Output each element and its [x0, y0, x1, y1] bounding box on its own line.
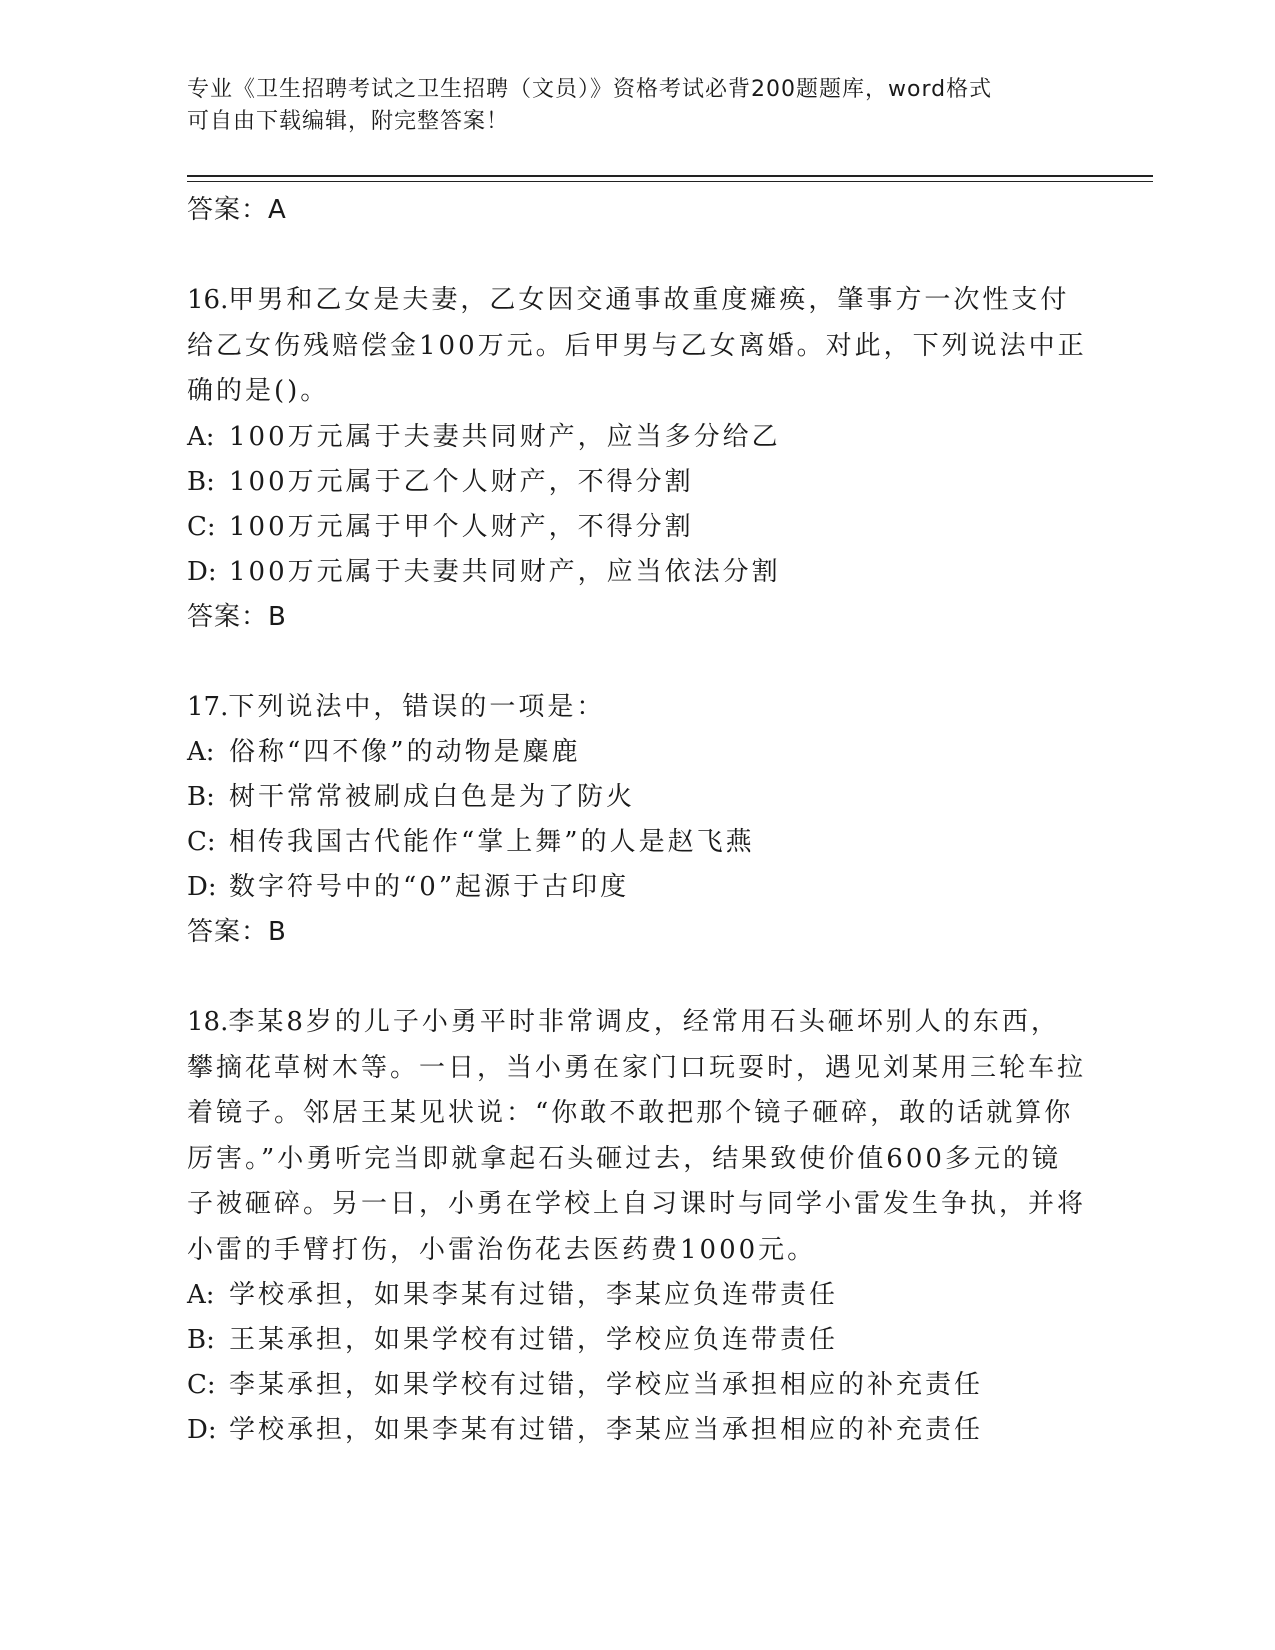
question-number: 18. [187, 1007, 229, 1037]
option-text: 100万元属于甲个人财产，不得分割 [229, 511, 694, 542]
option-text: 学校承担，如果李某有过错，李某应当承担相应的补充责任 [229, 1415, 984, 1445]
option-letter: B: [187, 1325, 215, 1355]
option-letter: D: [187, 1415, 217, 1445]
option-c [187, 505, 1087, 550]
header-rule-thick [187, 175, 1153, 177]
option-text: 俗称“四不像”的动物是麋鹿 [229, 737, 581, 767]
question-block [187, 1000, 1087, 1453]
question-number: 16. [187, 285, 229, 315]
option-letter: B: [187, 466, 215, 497]
option-letter: C: [187, 1370, 216, 1400]
option-letter: A: [187, 737, 215, 767]
option-text: 100万元属于夫妻共同财产，应当多分给乙 [229, 421, 781, 452]
option-letter: B: [187, 782, 215, 812]
option-d [187, 1408, 1087, 1453]
question-text: 下列说法中，错误的一项是： [228, 691, 606, 722]
option-text: 相传我国古代能作“掌上舞”的人是赵飞燕 [229, 827, 755, 857]
option-b [187, 460, 1087, 505]
option-b [187, 1318, 1087, 1363]
option-text: 树干常常被刷成白色是为了防火 [229, 782, 636, 812]
option-d [187, 550, 1087, 595]
option-letter: A: [187, 1280, 215, 1310]
option-b [187, 775, 1087, 820]
option-d [187, 865, 1087, 910]
question-stem [187, 278, 1087, 415]
option-c [187, 1363, 1087, 1408]
question-text: 甲男和乙女是夫妻，乙女因交通事故重度瘫痪，肇事方一次性支付给乙女伤残赔偿金100万元。后甲男与乙女离婚。对此，下列说法中正确的是()。 [187, 285, 1087, 406]
option-letter: D: [187, 556, 217, 587]
question-stem [187, 685, 1087, 731]
option-a [187, 730, 1087, 775]
document-header: 专业《卫生招聘考试之卫生招聘（文员）》资格考试必背200题题库，word格式 可自由下载编辑，附完整答案！ [187, 77, 993, 134]
option-text: 学校承担，如果李某有过错，李某应负连带责任 [229, 1280, 839, 1310]
option-letter: A: [187, 421, 215, 452]
option-text: 王某承担，如果学校有过错，学校应负连带责任 [229, 1325, 839, 1355]
option-a [187, 1273, 1087, 1318]
option-a [187, 415, 1087, 460]
question-content [187, 188, 1087, 1453]
question-number: 17. [187, 691, 229, 722]
option-text: 100万元属于夫妻共同财产，应当依法分割 [229, 556, 781, 587]
question-block [187, 685, 1087, 955]
header-rule-thin [187, 181, 1153, 182]
option-letter: C: [187, 827, 216, 857]
option-text: 数字符号中的“0”起源于古印度 [229, 872, 630, 902]
option-text: 李某承担，如果学校有过错，学校应当承担相应的补充责任 [229, 1370, 984, 1400]
question-text: 李某8岁的儿子小勇平时非常调皮，经常用石头砸坏别人的东西，攀摘花草树木等。一日，当小勇在家门口玩耍时，遇见刘某用三轮车拉着镜子。邻居王某见状说：“你敢不敢把那个镜子砸碎，敢的话就算你厉害。”小勇听完当即就拿起石头砸过去，结果致使价值600多元的镜子被砸碎。另一日，小勇在学校上自习课时与同学小雷发生争执，并将小雷的手臂打伤，小雷治伤花去医药费1000元。 [187, 1007, 1087, 1265]
question-block [187, 278, 1087, 639]
question-stem [187, 1000, 1087, 1273]
option-c [187, 820, 1087, 865]
answer-line: 答案：B [187, 601, 287, 632]
answer-line: 答案：B [187, 917, 287, 947]
option-letter: C: [187, 511, 216, 542]
option-letter: D: [187, 872, 217, 902]
option-text: 100万元属于乙个人财产，不得分割 [229, 466, 694, 497]
answer-line: 答案：A [187, 195, 287, 225]
